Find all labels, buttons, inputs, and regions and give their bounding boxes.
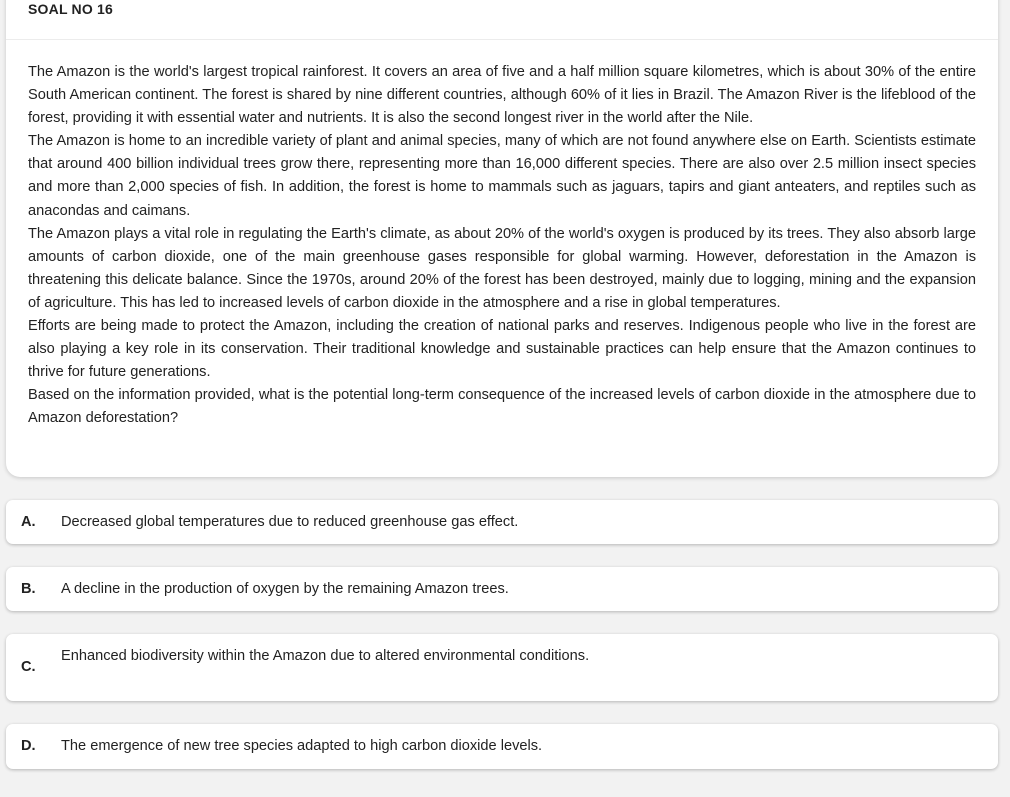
- question-card: [6, 0, 998, 477]
- question-header: [6, 0, 998, 40]
- option-text: Decreased global temperatures due to reduced greenhouse gas effect.: [61, 514, 519, 530]
- question-prompt: Based on the information provided, what is the potential long-term consequence of the increased levels of carbon dioxide in the atmosphere due to Amazon deforestation?: [28, 387, 976, 427]
- option-text: Enhanced biodiversity within the Amazon due to altered environmental conditions.: [61, 648, 590, 664]
- option-text: A decline in the production of oxygen by the remaining Amazon trees.: [61, 581, 509, 597]
- question-number-title: SOAL NO 16: [28, 1, 113, 17]
- passage-paragraph: Efforts are being made to protect the Amazon, including the creation of national parks and reserves. Indigenous people who live in the forest are also playing a key role in its conservation. Their traditional knowledge and sustainable practices can help ensure that the Amazon continues to thrive for future generations.: [28, 318, 976, 381]
- option-letter: A.: [21, 514, 36, 530]
- option-letter: B.: [21, 581, 36, 597]
- answer-option-c[interactable]: [6, 634, 998, 701]
- option-letter: D.: [21, 738, 36, 754]
- answer-option-d[interactable]: [6, 724, 998, 769]
- option-letter: C.: [21, 659, 36, 675]
- answer-option-a[interactable]: [6, 500, 998, 544]
- passage-paragraph: The Amazon is home to an incredible variety of plant and animal species, many of which are not found anywhere else on Earth. Scientists estimate that around 400 billion individual trees grow there, representing more than 16,000 different species. There are also over 2.5 million insect species and more than 2,000 species of fish. In addition, the forest is home to mammals such as jaguars, tapirs and giant anteaters, and reptiles such as anacondas and caimans.: [28, 133, 976, 219]
- passage-paragraph: The Amazon is the world's largest tropical rainforest. It covers an area of five and a half million square kilometres, which is about 30% of the entire South American continent. The forest is shared by nine different countries, although 60% of it lies in Brazil. The Amazon River is the lifeblood of the forest, providing it with essential water and nutrients. It is also the second longest river in the world after the Nile.: [28, 64, 976, 127]
- option-text: The emergence of new tree species adapted to high carbon dioxide levels.: [61, 738, 543, 754]
- passage-paragraph: The Amazon plays a vital role in regulating the Earth's climate, as about 20% of the world's oxygen is produced by its trees. They also absorb large amounts of carbon dioxide, one of the main greenhouse gases responsible for global warming. However, deforestation in the Amazon is threatening this delicate balance. Since the 1970s, around 20% of the forest has been destroyed, mainly due to logging, mining and the expansion of agriculture. This has led to increased levels of carbon dioxide in the atmosphere and a rise in global temperatures.: [28, 225, 976, 311]
- answer-option-b[interactable]: [6, 567, 998, 611]
- reading-passage: [28, 61, 976, 431]
